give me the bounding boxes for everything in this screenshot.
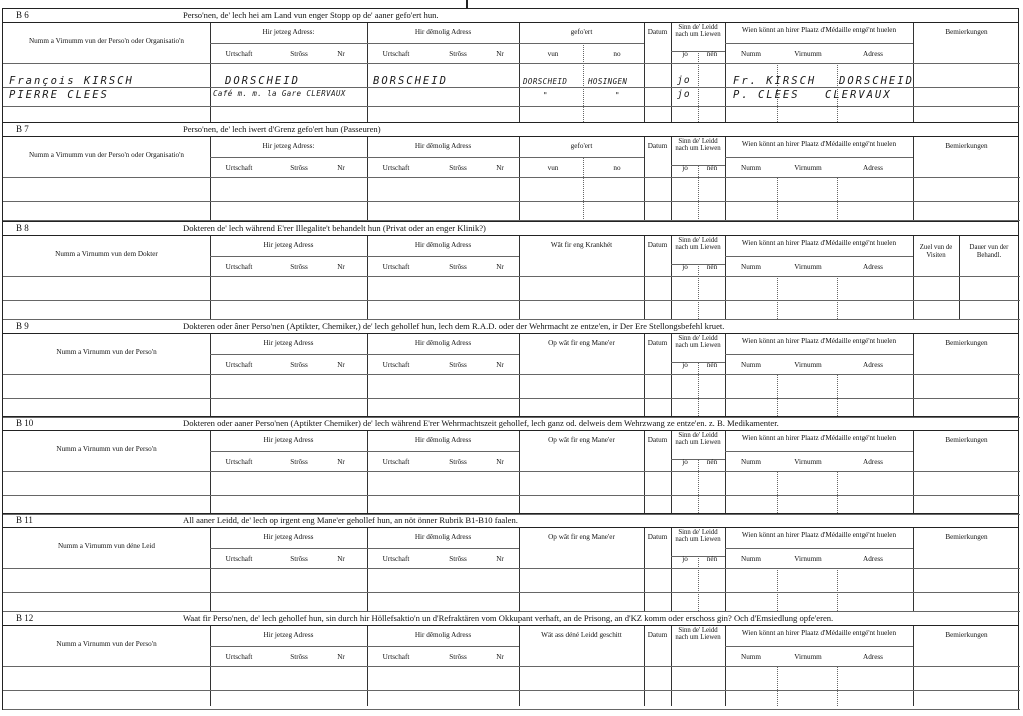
former-number-subheader: Nr [496, 555, 504, 563]
medal-firstname-subheader: Virnumm [794, 50, 822, 58]
medal-address-subheader: Adress [863, 263, 883, 271]
yes-subheader: jo [682, 50, 688, 58]
section-b11 [3, 514, 1018, 612]
to-subheader: no [613, 164, 621, 172]
column-divider [725, 23, 726, 122]
former-number-subheader: Nr [496, 653, 504, 661]
section-b10 [3, 417, 1018, 514]
row-divider [725, 256, 913, 257]
medal-name-subheader: Numm [741, 555, 761, 563]
column-divider [367, 334, 368, 416]
street-subheader: Strôss [290, 458, 308, 466]
column-divider [671, 528, 672, 611]
medal-name-subheader: Numm [741, 653, 761, 661]
section-id: B 7 [16, 124, 29, 134]
row-divider [3, 276, 1020, 277]
column-divider [777, 471, 778, 513]
row-divider [210, 646, 519, 647]
former-number-subheader: Nr [496, 164, 504, 172]
no-subheader: nén [706, 458, 718, 466]
section-title: Waat fir Perso'nen, de' lech gehollef hun, sin durch hir Höllefsaktio'n un d'Refraktären vom Okkupant verhaft, an de Prisong, an d'KZ komm oder erschoss gin? Och d'Emsiedlung opfe'eren. [183, 613, 834, 623]
row-divider [725, 548, 913, 549]
former-number-subheader: Nr [496, 263, 504, 271]
former-address-header: Hir dêmolig Adress [414, 631, 472, 639]
column-divider [725, 236, 726, 319]
medal-firstname-subheader: Virnumm [794, 555, 822, 563]
detail-column-header: Wät ass déné Leidd geschitt [541, 631, 622, 639]
column-divider [959, 236, 960, 319]
name-column-header: Numm a Virnumm vun der Perso'n oder Organisatio'n [28, 151, 184, 159]
entry-name: François KIRSCH [9, 75, 134, 87]
town-subheader: Urtschaft [225, 458, 253, 466]
column-divider [671, 137, 672, 221]
remarks-column-header: Bemierkungen [945, 28, 988, 36]
column-divider [210, 431, 211, 513]
section-title: Dokteren oder âner Perso'nen (Aptikter, Chemiker,) de' lech gehollef hun, lech dem R.A.D. oder der Wehrmacht ze entze'en, ir Der Ere Stellongsbefehl kruet. [183, 321, 725, 331]
medal-address-subheader: Adress [863, 164, 883, 172]
column-divider [367, 23, 368, 122]
medal-column-header: Wien könnt an hirer Plaatz d'Médaille entgé'nt huelen [741, 531, 897, 539]
column-divider [837, 568, 838, 611]
yes-subheader: jo [682, 555, 688, 563]
row-divider [3, 63, 1020, 64]
section-b7 [3, 123, 1018, 222]
column-divider [671, 334, 672, 416]
column-divider [837, 666, 838, 706]
former-street-subheader: Strôss [449, 263, 467, 271]
section-id: B 9 [16, 321, 29, 331]
medal-firstname-subheader: Virnumm [794, 458, 822, 466]
row-divider [367, 43, 644, 44]
column-divider [837, 177, 838, 221]
section-id: B 12 [16, 613, 34, 623]
column-divider [519, 334, 520, 416]
entry-from: DORSCHEID [523, 77, 568, 86]
column-divider [913, 137, 914, 221]
column-divider [671, 431, 672, 513]
yes-subheader: jo [682, 458, 688, 466]
row-divider [725, 43, 913, 44]
section-b6 [3, 9, 1018, 123]
row-divider [210, 451, 519, 452]
column-divider [777, 374, 778, 416]
street-subheader: Strôss [290, 50, 308, 58]
column-divider [725, 334, 726, 416]
entry-alive: jo [677, 89, 691, 100]
number-subheader: Nr [337, 50, 345, 58]
date-column-header: Datum [647, 631, 668, 639]
row-divider [210, 548, 519, 549]
column-divider [698, 362, 699, 416]
to-subheader: no [613, 50, 621, 58]
row-divider [3, 300, 1020, 301]
medal-name-subheader: Numm [741, 263, 761, 271]
row-divider [3, 592, 1020, 593]
former-street-subheader: Strôss [449, 555, 467, 563]
entry-medal-name: Fr. KIRSCH [733, 75, 817, 87]
name-column-header: Numm a Virnumm vun der Perso'n oder Organisatio'n [28, 37, 184, 45]
medal-name-subheader: Numm [741, 458, 761, 466]
alive-column-header: Sinn de' Leidd nach um Liewen [675, 237, 721, 252]
column-divider [519, 528, 520, 611]
town-subheader: Urtschaft [225, 653, 253, 661]
remarks-column-header: Bemierkungen [945, 631, 988, 639]
row-divider [3, 106, 1020, 107]
medal-address-subheader: Adress [863, 458, 883, 466]
column-divider [671, 23, 672, 122]
yes-subheader: jo [682, 361, 688, 369]
number-subheader: Nr [337, 361, 345, 369]
detail-column-header: Op wât fir eng Mane'er [548, 436, 615, 444]
column-divider [725, 137, 726, 221]
town-subheader: Urtschaft [225, 361, 253, 369]
medal-address-subheader: Adress [863, 555, 883, 563]
remarks-column-header: Bemierkungen [945, 142, 988, 150]
row-divider [210, 256, 519, 257]
row-divider [3, 568, 1020, 569]
row-divider [3, 666, 1020, 667]
number-subheader: Nr [337, 164, 345, 172]
section-id: B 10 [16, 418, 34, 428]
former-street-subheader: Strôss [449, 164, 467, 172]
date-column-header: Datum [647, 142, 668, 150]
date-column-header: Datum [647, 241, 668, 249]
from-subheader: vun [547, 50, 559, 58]
section-id: B 6 [16, 10, 29, 20]
section-id: B 11 [16, 515, 33, 525]
current-address-header: Hir jetzeg Adress [263, 533, 314, 541]
former-street-subheader: Strôss [449, 458, 467, 466]
alive-column-header: Sinn de' Leidd nach um Liewen [675, 24, 721, 39]
current-address-header: Hir jetzeg Adress: [262, 28, 315, 36]
entry-current-town: Café m. m. la Gare CLERVAUX [213, 89, 346, 98]
column-divider [777, 276, 778, 319]
former-town-subheader: Urtschaft [382, 263, 410, 271]
former-town-subheader: Urtschaft [382, 50, 410, 58]
column-divider [519, 236, 520, 319]
row-divider [3, 471, 1020, 472]
column-divider [698, 459, 699, 513]
column-divider [913, 334, 914, 416]
column-divider [644, 23, 645, 122]
no-subheader: nén [706, 361, 718, 369]
row-divider [725, 451, 913, 452]
row-divider [3, 87, 1020, 88]
alive-column-header: Sinn de' Leidd nach um Liewen [675, 432, 721, 447]
entry-name: PIERRE CLEES [9, 89, 109, 101]
medal-column-header: Wien könnt an hirer Plaatz d'Médaille entgé'nt huelen [741, 434, 897, 442]
number-subheader: Nr [337, 458, 345, 466]
row-divider [3, 690, 1020, 691]
section-header [3, 612, 1018, 626]
section-title: Perso'nen, de' lech iwert d'Grenz gefo'ert hun (Passeuren) [183, 124, 381, 134]
column-divider [725, 528, 726, 611]
section-header [3, 222, 1018, 236]
current-address-header: Hir jetzeg Adress [263, 339, 314, 347]
column-divider [698, 556, 699, 611]
entry-from: " [543, 91, 548, 100]
alive-column-header: Sinn de' Leidd nach um Liewen [675, 335, 721, 350]
entry-to: HOSINGEN [588, 77, 628, 86]
detail-column-header: gefo'ert [570, 28, 593, 36]
medal-address-subheader: Adress [863, 361, 883, 369]
current-address-header: Hir jetzeg Adress [263, 436, 314, 444]
entry-current-town: DORSCHEID [225, 75, 300, 87]
no-subheader: nén [706, 50, 718, 58]
row-divider [725, 157, 913, 158]
column-divider [210, 236, 211, 319]
street-subheader: Strôss [290, 263, 308, 271]
section-title: All aaner Leidd, de' lech op irgent eng Mane'er gehollef hun, an nöt önner Rubrik B1-B10 faalen. [183, 515, 518, 525]
column-divider [519, 137, 520, 221]
former-street-subheader: Strôss [449, 50, 467, 58]
town-subheader: Urtschaft [225, 555, 253, 563]
former-address-header: Hir dêmolig Adress [414, 339, 472, 347]
column-divider [583, 157, 584, 221]
medal-column-header: Wien könnt an hirer Plaatz d'Médaille entgé'nt huelen [741, 239, 897, 247]
row-divider [3, 374, 1020, 375]
medal-column-header: Wien könnt an hirer Plaatz d'Médaille entgé'nt huelen [741, 140, 897, 148]
column-divider [777, 568, 778, 611]
date-column-header: Datum [647, 28, 668, 36]
column-divider [698, 51, 699, 122]
column-divider [698, 264, 699, 319]
row-divider [210, 354, 519, 355]
row-divider [3, 177, 1020, 178]
medal-column-header: Wien könnt an hirer Plaatz d'Médaille entgé'nt huelen [741, 629, 897, 637]
row-divider [725, 646, 913, 647]
yes-subheader: jo [682, 164, 688, 172]
section-b12 [3, 612, 1018, 707]
detail-column-header: gefo'ert [570, 142, 593, 150]
column-divider [519, 431, 520, 513]
treatment-duration-header: Dauer vun der Behandl. [969, 244, 1009, 259]
section-title: Dokteren oder aaner Perso'nen (Aptikter Chemiker) de' lech während E'rer Wehrmachtszeit gehollef, lech ganz od. delweis dem Wehrzwang ze entze'en. z. B. Medikamenter. [183, 418, 779, 428]
entry-medal-name: P. CLEES [733, 89, 800, 101]
date-column-header: Datum [647, 339, 668, 347]
street-subheader: Strôss [290, 555, 308, 563]
date-column-header: Datum [647, 436, 668, 444]
column-divider [913, 528, 914, 611]
medal-address-subheader: Adress [863, 50, 883, 58]
medal-firstname-subheader: Virnumm [794, 164, 822, 172]
row-divider [3, 220, 1020, 221]
column-divider [367, 137, 368, 221]
former-town-subheader: Urtschaft [382, 458, 410, 466]
column-divider [210, 334, 211, 416]
medal-name-subheader: Numm [741, 50, 761, 58]
column-divider [698, 165, 699, 221]
row-divider [725, 354, 913, 355]
form-page [2, 8, 1019, 710]
street-subheader: Strôss [290, 653, 308, 661]
name-column-header: Numm a Virnumm vun der Perso'n [56, 445, 157, 453]
column-divider [367, 431, 368, 513]
medal-column-header: Wien könnt an hirer Plaatz d'Médaille entgé'nt huelen [741, 26, 897, 34]
column-divider [777, 666, 778, 706]
former-town-subheader: Urtschaft [382, 164, 410, 172]
current-address-header: Hir jetzeg Adress [263, 631, 314, 639]
column-divider [583, 43, 584, 122]
medal-name-subheader: Numm [741, 164, 761, 172]
medal-address-subheader: Adress [863, 653, 883, 661]
row-divider [3, 495, 1020, 496]
former-town-subheader: Urtschaft [382, 653, 410, 661]
detail-column-header: Op wât fir eng Mane'er [548, 533, 615, 541]
name-column-header: Numm a Virnumm vun déne Leid [57, 542, 156, 550]
column-divider [725, 431, 726, 513]
number-subheader: Nr [337, 263, 345, 271]
column-divider [671, 236, 672, 319]
column-divider [367, 528, 368, 611]
medal-firstname-subheader: Virnumm [794, 361, 822, 369]
section-id: B 8 [16, 223, 29, 233]
remarks-column-header: Bemierkungen [945, 436, 988, 444]
name-column-header: Numm a Virnumm vun dem Dokter [55, 250, 158, 258]
former-address-header: Hir dêmolig Adress [414, 241, 472, 249]
alive-column-header: Sinn de' Leidd nach um Liewen [675, 627, 721, 642]
entry-alive: jo [677, 75, 691, 86]
row-divider [3, 709, 1020, 710]
section-header [3, 320, 1018, 334]
section-title: Dokteren de' lech während E'rer Illegalite't behandelt hun (Privat oder an enger Klinik?) [183, 223, 486, 233]
name-column-header: Numm a Virnumm vun der Perso'n [56, 348, 157, 356]
column-divider [913, 431, 914, 513]
remarks-column-header: Bemierkungen [945, 533, 988, 541]
no-subheader: nén [706, 555, 718, 563]
entry-medal-address: CLERVAUX [825, 89, 892, 101]
former-town-subheader: Urtschaft [382, 361, 410, 369]
remarks-column-header: Bemierkungen [945, 339, 988, 347]
medal-firstname-subheader: Virnumm [794, 653, 822, 661]
street-subheader: Strôss [290, 361, 308, 369]
alive-column-header: Sinn de' Leidd nach um Liewen [675, 529, 721, 544]
town-subheader: Urtschaft [225, 164, 253, 172]
row-divider [3, 201, 1020, 202]
section-header [3, 514, 1018, 528]
no-subheader: nén [706, 263, 718, 271]
entry-former-town: BORSCHEID [373, 75, 448, 87]
number-subheader: Nr [337, 653, 345, 661]
column-divider [210, 528, 211, 611]
name-column-header: Numm a Virnumm vun der Perso'n [56, 640, 157, 648]
number-subheader: Nr [337, 555, 345, 563]
section-header [3, 417, 1018, 431]
town-subheader: Urtschaft [225, 263, 253, 271]
medal-name-subheader: Numm [741, 361, 761, 369]
street-subheader: Strôss [290, 164, 308, 172]
visits-column-header: Zuel vun de Visiten [919, 244, 953, 259]
detail-column-header: Op wât fir eng Mane'er [548, 339, 615, 347]
former-town-subheader: Urtschaft [382, 555, 410, 563]
alive-column-header: Sinn de' Leidd nach um Liewen [675, 138, 721, 153]
former-address-header: Hir dêmolig Adress [414, 533, 472, 541]
former-address-header: Hir dêmolig Adress [414, 28, 472, 36]
section-b8 [3, 222, 1018, 320]
column-divider [837, 374, 838, 416]
former-number-subheader: Nr [496, 458, 504, 466]
no-subheader: nén [706, 164, 718, 172]
column-divider [913, 23, 914, 122]
former-number-subheader: Nr [496, 50, 504, 58]
yes-subheader: jo [682, 263, 688, 271]
column-divider [837, 471, 838, 513]
medal-column-header: Wien könnt an hirer Plaatz d'Médaille entgé'nt huelen [741, 337, 897, 345]
row-divider [367, 157, 644, 158]
medal-firstname-subheader: Virnumm [794, 263, 822, 271]
section-title: Perso'nen, de' lech hei am Land vun enger Stopp op de' aaner gefo'ert hun. [183, 10, 439, 20]
row-divider [3, 398, 1020, 399]
section-b9 [3, 320, 1018, 417]
current-address-header: Hir jetzeg Adress [263, 241, 314, 249]
column-divider [777, 177, 778, 221]
former-address-header: Hir dêmolig Adress [414, 436, 472, 444]
town-subheader: Urtschaft [225, 50, 253, 58]
former-street-subheader: Strôss [449, 361, 467, 369]
former-street-subheader: Strôss [449, 653, 467, 661]
column-divider [367, 236, 368, 319]
date-column-header: Datum [647, 533, 668, 541]
from-subheader: vun [547, 164, 559, 172]
section-header [3, 9, 1018, 23]
entry-medal-address: DORSCHEID [839, 75, 914, 87]
former-address-header: Hir dêmolig Adress [414, 142, 472, 150]
section-header [3, 123, 1018, 137]
column-divider [837, 276, 838, 319]
column-divider [519, 23, 520, 122]
column-divider [210, 137, 211, 221]
detail-column-header: Wât fir eng Krankhét [550, 241, 613, 249]
current-address-header: Hir jetzeg Adress: [262, 142, 315, 150]
former-number-subheader: Nr [496, 361, 504, 369]
entry-to: " [615, 91, 620, 100]
column-divider [210, 23, 211, 122]
